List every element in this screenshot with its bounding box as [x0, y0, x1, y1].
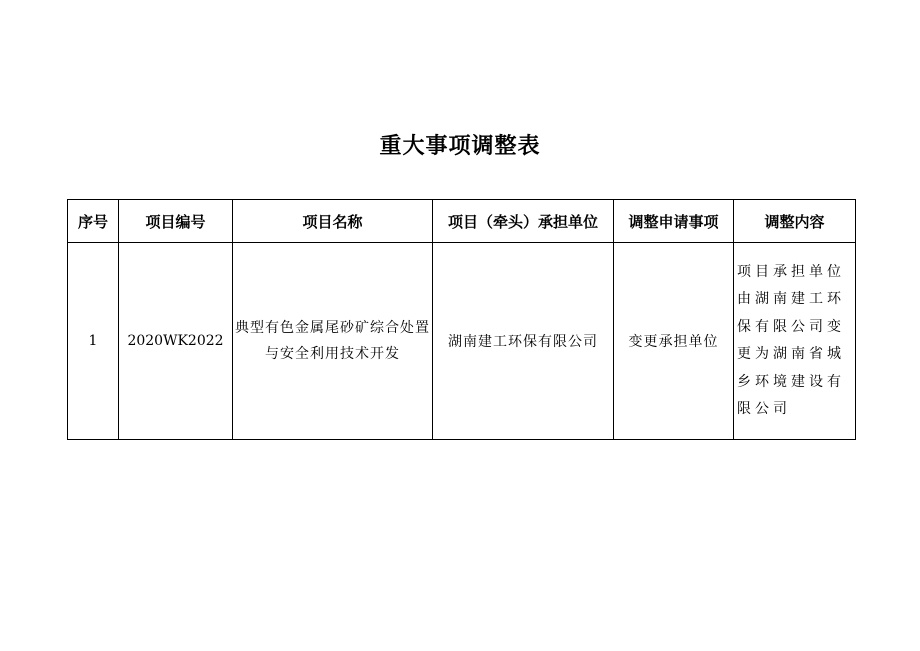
- table-header-row: [68, 200, 856, 243]
- header-project-code: 项目编号: [119, 200, 233, 243]
- header-project-name: 项目名称: [233, 200, 433, 243]
- page-title: 重大事项调整表: [379, 134, 541, 159]
- cell-adjustment-item-text: 变更承担单位: [628, 334, 719, 350]
- cell-lead-unit-text: 湖南建工环保有限公司: [448, 334, 598, 350]
- table-row: [68, 243, 856, 440]
- cell-seq: [68, 243, 119, 440]
- header-adjustment-item: 调整申请事项: [614, 200, 734, 243]
- cell-project-name-text: 典型有色金属尾砂矿综合处置与安全利用技术开发: [235, 320, 430, 362]
- header-lead-unit: 项目（牵头）承担单位: [433, 200, 614, 243]
- header-adjustment-content: 调整内容: [734, 200, 856, 243]
- cell-adjustment-content-text: 项目承担单位由湖南建工环保有限公司变更为湖南省城乡环境建设有限公司: [737, 263, 845, 417]
- cell-adjustment-content: [734, 243, 856, 440]
- cell-project-name: [233, 243, 433, 440]
- cell-project-code-text: 2020WK2022: [127, 333, 224, 349]
- cell-adjustment-item: [614, 243, 734, 440]
- adjustment-table: [67, 199, 856, 440]
- cell-lead-unit: [433, 243, 614, 440]
- cell-seq-text: 1: [88, 333, 98, 349]
- cell-project-code: [119, 243, 233, 440]
- header-seq: 序号: [68, 200, 119, 243]
